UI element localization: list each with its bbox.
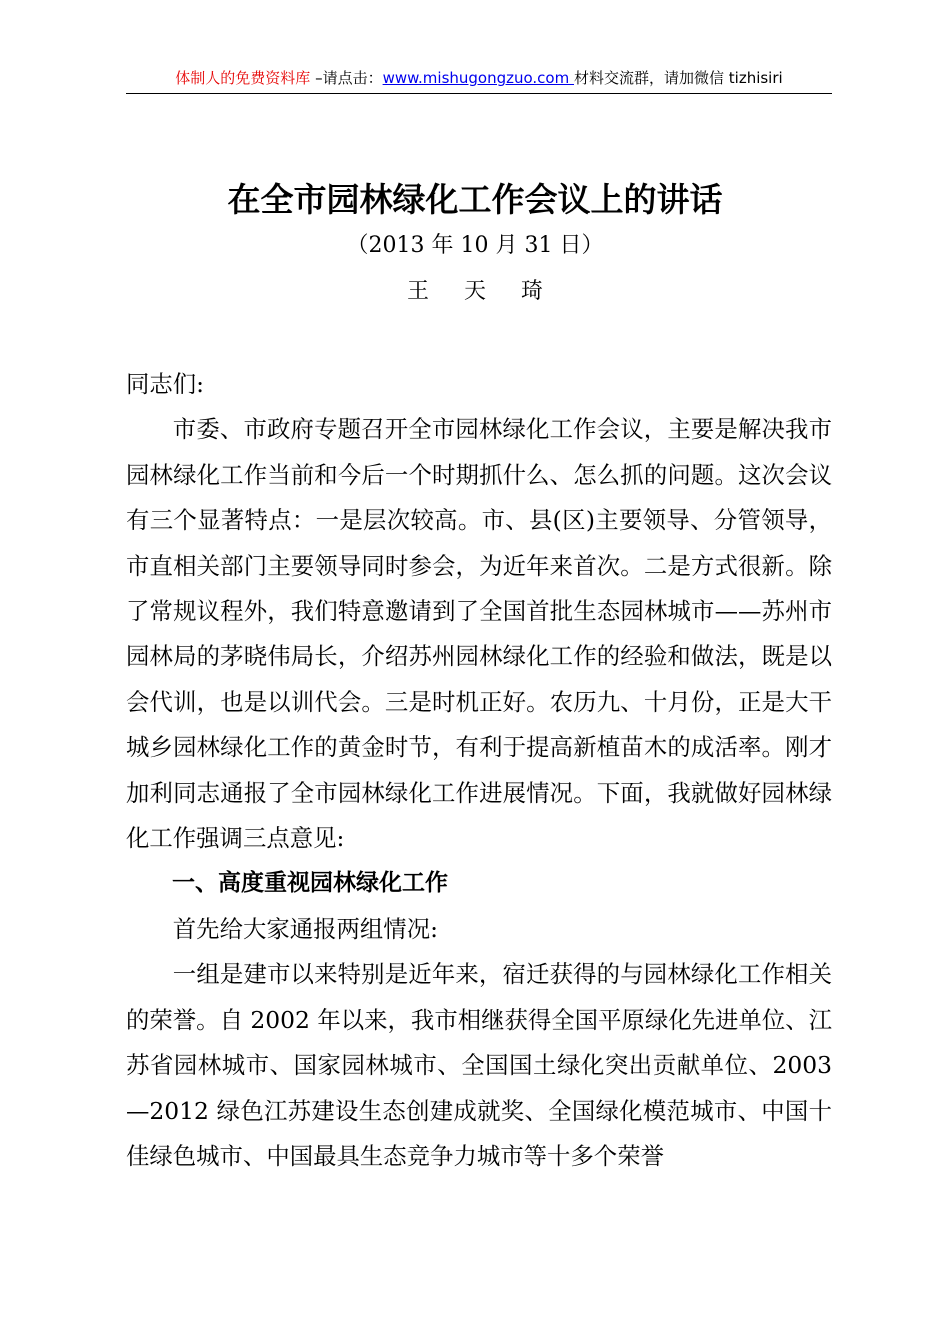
page-header bbox=[126, 66, 832, 90]
header-divider bbox=[126, 93, 832, 94]
header-brand: 体制人的免费资料库 bbox=[175, 69, 311, 87]
header-suffix: 材料交流群，请加微信 tizhisiri bbox=[574, 69, 783, 87]
document-body bbox=[126, 362, 832, 1179]
document-date: （2013 年 10 月 31 日） bbox=[346, 233, 604, 258]
paragraph-2: 首先给大家通报两组情况: bbox=[172, 914, 438, 943]
header-link[interactable]: www.mishugongzuo.com bbox=[382, 69, 574, 87]
paragraph-intro: 市委、市政府专题召开全市园林绿化工作会议，主要是解决我市园林绿化工作当前和今后一个时期抓什么、怎么抓的问题。这次会议有三个显著特点：一是层次较高。市、县(区)主要领导、分管领导，市直相关部门主要领导同时参会，为近年来首次。二是方式很新。除了常规议程外，我们特意邀请到了全国首批生态园林城市——苏州市园林局的茅晓伟局长，介绍苏州园林绿化工作的经验和做法，既是以会代训，也是以训代会。三是时机正好。农历九、十月份，正是大干城乡园林绿化工作的黄金时节，有利于提高新植苗木的成活率。刚才加利同志通报了全市园林绿化工作进展情况。下面，我就做好园林绿化工作强调三点意见: bbox=[126, 415, 832, 853]
document-title: 在全市园林绿化工作会议上的讲话 bbox=[227, 180, 723, 219]
section-heading-1: 一、高度重视园林绿化工作 bbox=[172, 870, 448, 897]
salutation: 同志们: bbox=[126, 370, 205, 398]
header-prefix: –请点击： bbox=[310, 69, 383, 87]
paragraph-3: 一组是建市以来特别是近年来，宿迁获得的与园林绿化工作相关的荣誉。自 2002 年以来，我市相继获得全国平原绿化先进单位、江苏省园林城市、国家园林城市、全国国土绿化突出贡献单位、2003—2012 绿色江苏建设生态创建成就奖、全国绿化模范城市、中国十佳绿色城市、中国最具生态竞争力城市等十多个荣誉 bbox=[126, 960, 832, 1170]
document-author: 王 天 琦 bbox=[407, 279, 557, 304]
